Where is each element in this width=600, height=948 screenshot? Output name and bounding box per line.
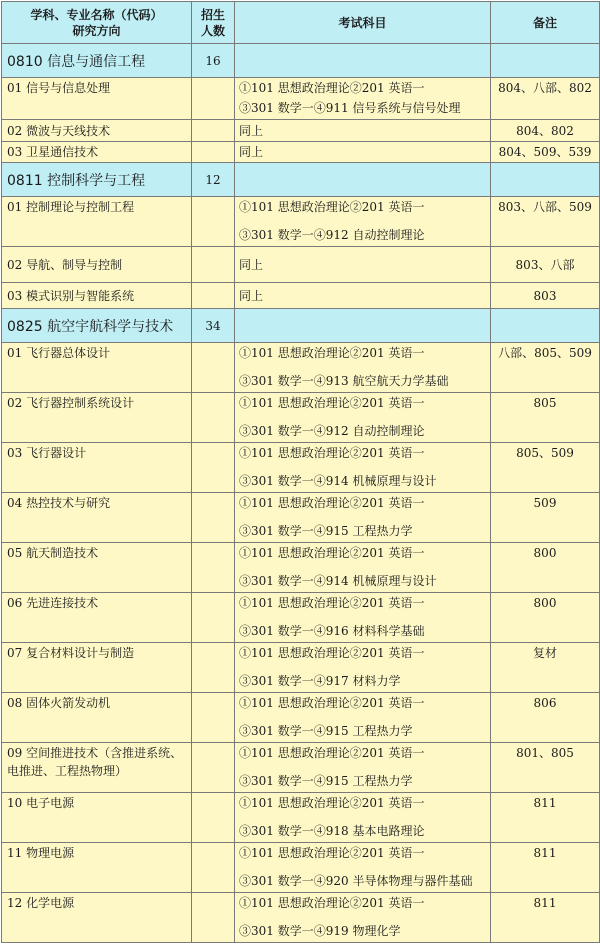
note-cell: [491, 78, 600, 120]
section-exam-empty: [235, 163, 491, 197]
exam-subject-line: ③301 数学一④913 航空航天力学基础: [239, 374, 449, 388]
exam-cell: [235, 793, 491, 843]
note-value: 804、802: [516, 123, 574, 138]
note-value: 801、805: [516, 746, 574, 760]
exam-subject-line: ①101 思想政治理论②201 英语一: [239, 796, 425, 810]
note-cell: [491, 120, 600, 142]
direction-quota: [192, 393, 235, 443]
note-cell: [491, 443, 600, 493]
note-cell: [491, 743, 600, 793]
direction-cell: [2, 493, 192, 543]
direction-cell: [2, 443, 192, 493]
note-cell: [491, 893, 600, 943]
section-quota: 12: [192, 163, 235, 197]
direction-quota: [192, 493, 235, 543]
exam-subject-line: ③301 数学一④915 工程热力学: [239, 524, 413, 538]
note-cell: [491, 843, 600, 893]
direction-cell: [2, 743, 192, 793]
direction-row: [2, 843, 600, 893]
exam-subject-line: ①101 思想政治理论②201 英语一: [239, 546, 425, 560]
direction-cell: [2, 643, 192, 693]
direction-cell: [2, 197, 192, 247]
exam-subject-line: ③301 数学一④914 机械原理与设计: [239, 474, 437, 488]
exam-subject-line: ①101 思想政治理论②201 英语一: [239, 81, 425, 95]
direction-cell: [2, 78, 192, 120]
direction-cell: [2, 283, 192, 309]
direction-quota: [192, 693, 235, 743]
exam-subject-line: ①101 思想政治理论②201 英语一: [239, 396, 425, 410]
note-value: 800: [533, 546, 557, 560]
direction-quota: [192, 543, 235, 593]
exam-subject-line: ①101 思想政治理论②201 英语一: [239, 346, 425, 360]
direction-row: [2, 78, 600, 120]
section-quota: 34: [192, 309, 235, 343]
note-cell: [491, 247, 600, 283]
direction-row: [2, 493, 600, 543]
direction-quota: [192, 593, 235, 643]
exam-subject-line: ③301 数学一④918 基本电路理论: [239, 824, 425, 838]
header-exam: 考试科目: [235, 2, 491, 44]
exam-cell: [235, 643, 491, 693]
direction-row: [2, 693, 600, 743]
note-value: 803、八部、509: [498, 200, 592, 214]
header-major: [2, 2, 192, 44]
exam-cell: [235, 693, 491, 743]
note-cell: [491, 493, 600, 543]
direction-quota: [192, 120, 235, 142]
exam-subject-line: ①101 思想政治理论②201 英语一: [239, 446, 425, 460]
exam-subject-line: ①101 思想政治理论②201 英语一: [239, 746, 425, 760]
direction-name: 11 物理电源: [7, 846, 75, 860]
direction-cell: [2, 543, 192, 593]
exam-cell: [235, 142, 491, 163]
note-value: 800: [533, 596, 557, 610]
direction-row: [2, 120, 600, 142]
exam-cell: [235, 593, 491, 643]
direction-cell: [2, 142, 192, 163]
direction-row: [2, 343, 600, 393]
note-cell: [491, 693, 600, 743]
direction-quota: [192, 78, 235, 120]
exam-cell: [235, 743, 491, 793]
section-note-empty: [491, 309, 600, 343]
direction-row: [2, 283, 600, 309]
exam-cell: [235, 78, 491, 120]
exam-subject-line: ①101 思想政治理论②201 英语一: [239, 200, 425, 214]
header-major-line2: 研究方向: [72, 23, 121, 38]
direction-cell: [2, 843, 192, 893]
direction-name: 02 飞行器控制系统设计: [7, 396, 135, 410]
direction-name: 07 复合材料设计与制造: [7, 646, 135, 660]
exam-cell: [235, 843, 491, 893]
exam-cell: [235, 283, 491, 309]
exam-subject-line: ①101 思想政治理论②201 英语一: [239, 846, 425, 860]
direction-cell: [2, 343, 192, 393]
direction-name: 03 飞行器设计: [7, 446, 87, 460]
direction-quota: [192, 893, 235, 943]
direction-cell: [2, 593, 192, 643]
exam-cell: [235, 343, 491, 393]
direction-name: 06 先进连接技术: [7, 596, 99, 610]
direction-quota: [192, 283, 235, 309]
direction-name: 04 热控技术与研究: [7, 496, 111, 510]
exam-subject-line: ③301 数学一④911 信号系统与信号处理: [239, 101, 461, 115]
note-cell: [491, 593, 600, 643]
exam-subject-line: ③301 数学一④920 半导体物理与器件基础: [239, 874, 473, 888]
exam-subject-line: ①101 思想政治理论②201 英语一: [239, 696, 425, 710]
exam-subject-line: ①101 思想政治理论②201 英语一: [239, 896, 425, 910]
note-value: 804、509、539: [498, 145, 592, 159]
direction-name: 08 固体火箭发动机: [7, 696, 111, 710]
note-cell: [491, 197, 600, 247]
note-value: 509: [533, 496, 557, 510]
direction-quota: [192, 743, 235, 793]
direction-quota: [192, 197, 235, 247]
direction-row: [2, 393, 600, 443]
exam-subject-line: 同上: [239, 123, 264, 138]
direction-row: [2, 743, 600, 793]
direction-quota: [192, 643, 235, 693]
note-value: 804、八部、802: [498, 81, 592, 95]
direction-row: [2, 247, 600, 283]
note-value: 811: [533, 796, 557, 810]
header-major-line1: 学科、专业名称（代码）: [30, 7, 163, 22]
exam-subject-line: ①101 思想政治理论②201 英语一: [239, 646, 425, 660]
note-cell: [491, 343, 600, 393]
exam-cell: [235, 247, 491, 283]
direction-name: 03 模式识别与智能系统: [7, 288, 135, 303]
direction-name: 09 空间推进技术（含推进系统、电推进、工程热物理）: [7, 746, 183, 778]
direction-name: 05 航天制造技术: [7, 546, 99, 560]
direction-quota: [192, 142, 235, 163]
note-value: 803: [533, 288, 557, 303]
exam-subject-line: ③301 数学一④915 工程热力学: [239, 724, 413, 738]
direction-quota: [192, 247, 235, 283]
direction-name: 03 卫星通信技术: [7, 145, 99, 159]
note-cell: [491, 142, 600, 163]
note-value: 811: [533, 846, 557, 860]
direction-quota: [192, 793, 235, 843]
exam-subject-line: 同上: [239, 257, 264, 272]
direction-row: [2, 893, 600, 943]
header-note: 备注: [491, 2, 600, 44]
exam-subject-line: ③301 数学一④919 物理化学: [239, 924, 401, 938]
direction-name: 01 信号与信息处理: [7, 81, 111, 95]
direction-cell: [2, 120, 192, 142]
section-title: 0811 控制科学与工程: [2, 163, 192, 197]
direction-quota: [192, 443, 235, 493]
exam-subject-line: ③301 数学一④912 自动控制理论: [239, 424, 425, 438]
note-cell: [491, 543, 600, 593]
direction-row: [2, 443, 600, 493]
direction-name: 12 化学电源: [7, 896, 75, 910]
section-note-empty: [491, 163, 600, 197]
note-cell: [491, 793, 600, 843]
exam-cell: [235, 393, 491, 443]
section-exam-empty: [235, 309, 491, 343]
exam-subject-line: ③301 数学一④917 材料力学: [239, 674, 401, 688]
exam-cell: [235, 493, 491, 543]
direction-cell: [2, 393, 192, 443]
direction-row: [2, 197, 600, 247]
note-cell: [491, 283, 600, 309]
section-title: 0825 航空宇航科学与技术: [2, 309, 192, 343]
exam-subject-line: ③301 数学一④912 自动控制理论: [239, 228, 425, 242]
exam-subject-line: ①101 思想政治理论②201 英语一: [239, 496, 425, 510]
exam-subject-line: ③301 数学一④916 材料科学基础: [239, 624, 425, 638]
section-exam-empty: [235, 44, 491, 78]
note-value: 八部、805、509: [498, 346, 592, 360]
note-value: 复材: [532, 646, 557, 660]
direction-cell: [2, 693, 192, 743]
direction-row: [2, 543, 600, 593]
exam-cell: [235, 443, 491, 493]
header-quota: [192, 2, 235, 44]
direction-name: 10 电子电源: [7, 796, 75, 810]
direction-name: 02 导航、制导与控制: [7, 257, 123, 272]
header-row: [2, 2, 600, 44]
note-value: 806: [533, 696, 557, 710]
section-quota: 16: [192, 44, 235, 78]
direction-cell: [2, 893, 192, 943]
note-value: 805、509: [516, 446, 574, 460]
note-value: 811: [533, 896, 557, 910]
section-title: 0810 信息与通信工程: [2, 44, 192, 78]
direction-name: 01 飞行器总体设计: [7, 346, 111, 360]
direction-quota: [192, 843, 235, 893]
exam-cell: [235, 120, 491, 142]
exam-cell: [235, 543, 491, 593]
exam-subject-line: ③301 数学一④914 机械原理与设计: [239, 574, 437, 588]
direction-row: [2, 593, 600, 643]
admission-catalog: [1, 1, 599, 947]
note-cell: [491, 643, 600, 693]
direction-row: [2, 142, 600, 163]
exam-subject-line: ③301 数学一④915 工程热力学: [239, 774, 413, 788]
note-value: 803、八部: [515, 257, 575, 272]
exam-subject-line: 同上: [239, 288, 264, 303]
direction-row: [2, 793, 600, 843]
section-row: [2, 44, 600, 78]
catalog-table: [1, 1, 600, 943]
direction-row: [2, 643, 600, 693]
exam-cell: [235, 893, 491, 943]
direction-cell: [2, 247, 192, 283]
exam-subject-line: ①101 思想政治理论②201 英语一: [239, 596, 425, 610]
section-row: [2, 309, 600, 343]
note-cell: [491, 393, 600, 443]
direction-cell: [2, 793, 192, 843]
header-quota-line1: 招生: [200, 7, 225, 22]
note-value: 805: [533, 396, 557, 410]
exam-subject-line: 同上: [239, 145, 264, 159]
direction-quota: [192, 343, 235, 393]
section-row: [2, 163, 600, 197]
exam-cell: [235, 197, 491, 247]
header-quota-line2: 人数: [200, 23, 225, 38]
direction-name: 02 微波与天线技术: [7, 123, 111, 138]
section-note-empty: [491, 44, 600, 78]
direction-name: 01 控制理论与控制工程: [7, 200, 135, 214]
